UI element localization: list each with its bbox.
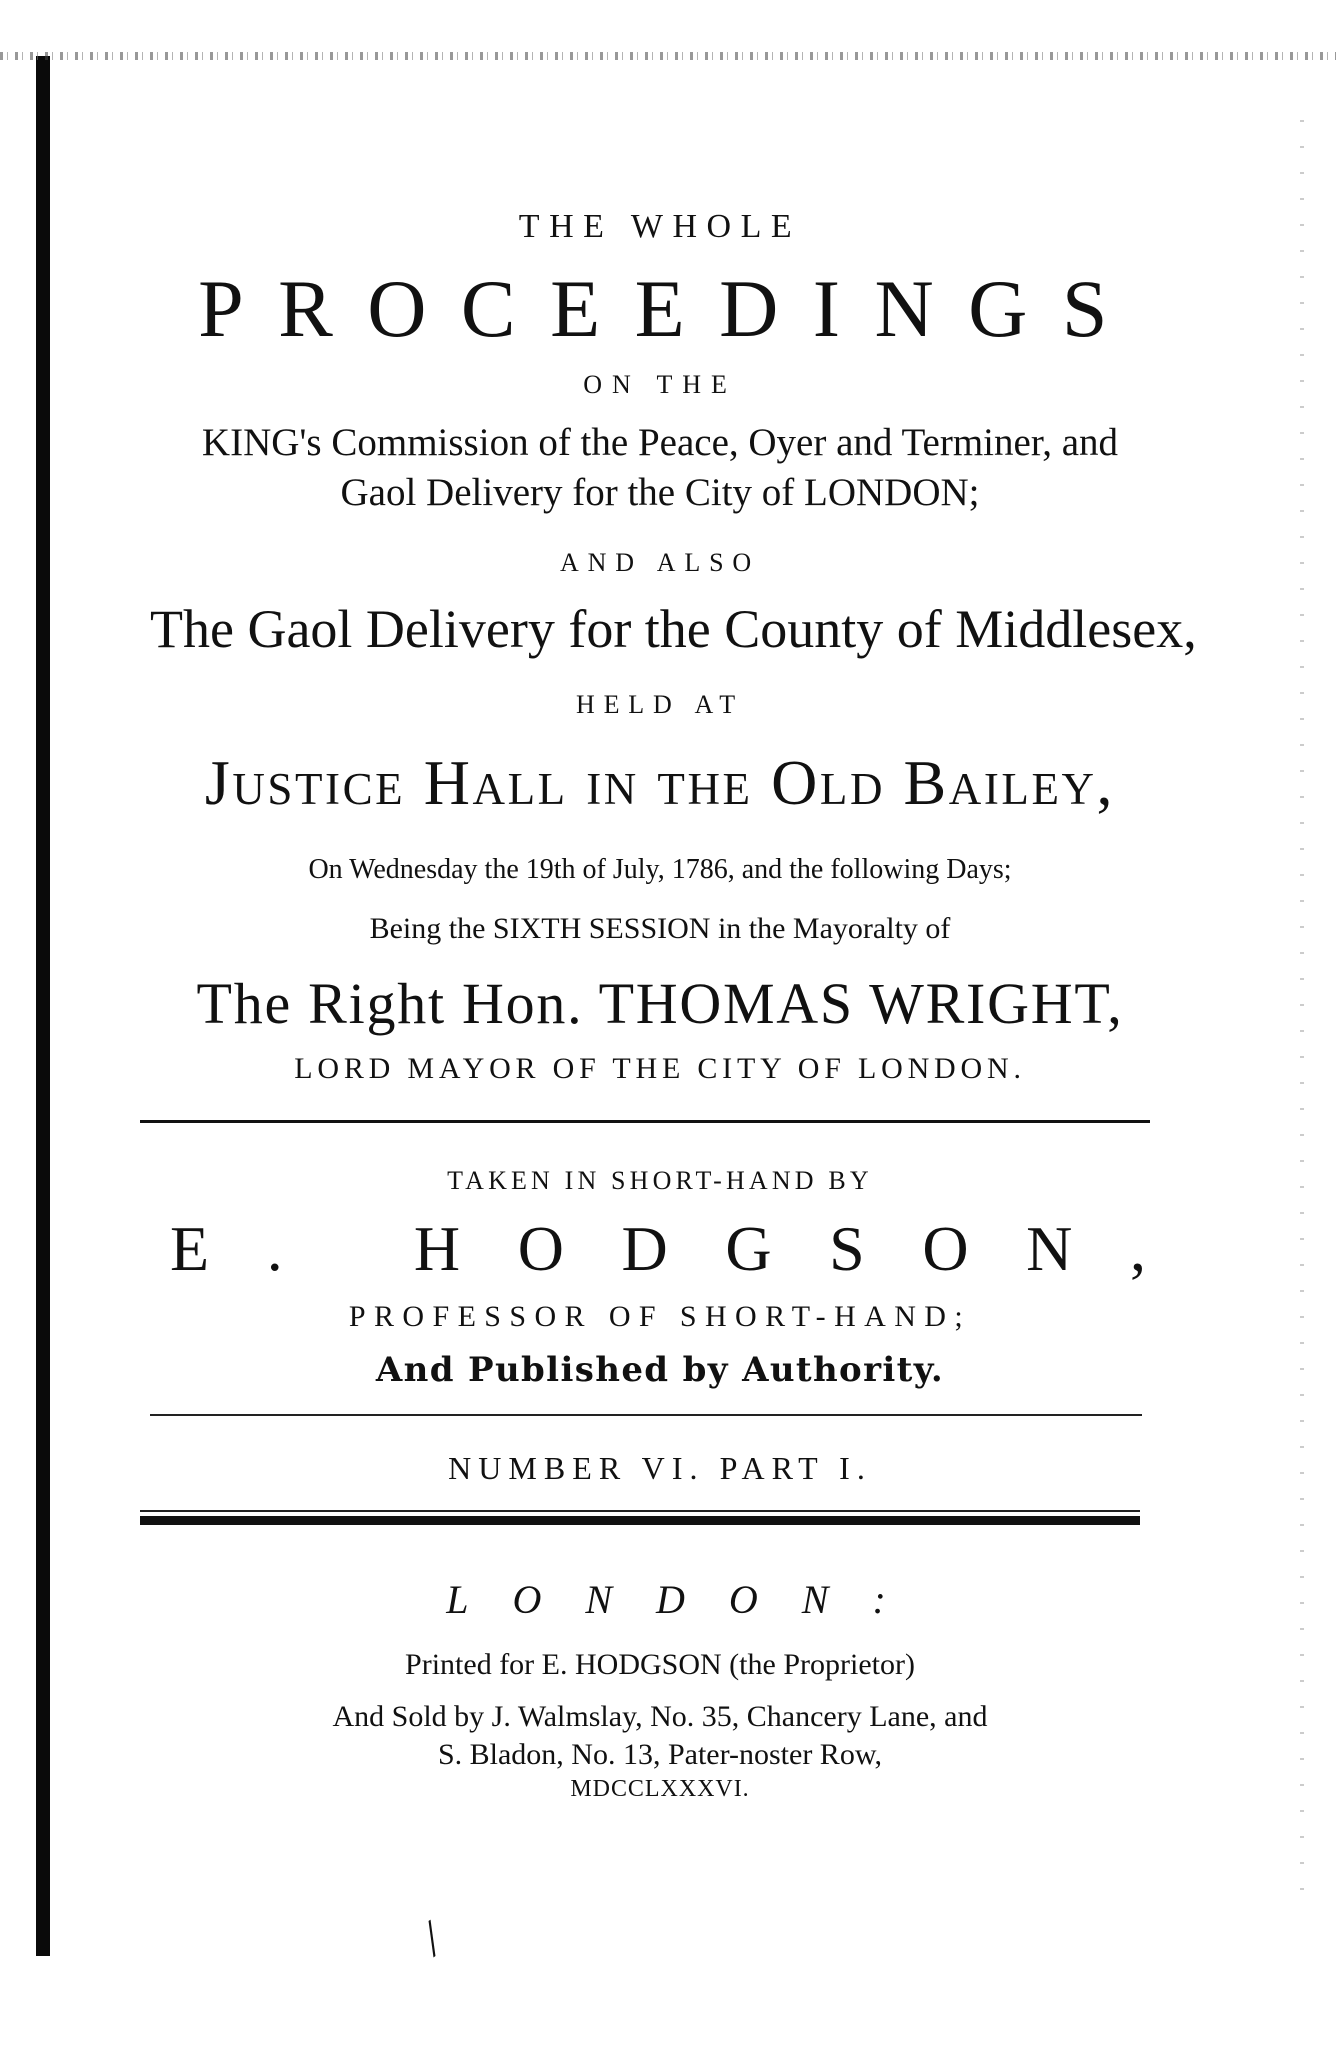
divider-rule-3 <box>140 1510 1140 1512</box>
text-and-also: AND ALSO <box>559 548 760 577</box>
text-sixth-session: Being the SIXTH SESSION in the Mayoralty of <box>369 912 951 945</box>
text-lord-mayor: LORD MAYOR OF THE CITY OF LONDON. <box>294 1052 1026 1085</box>
text-right-hon-thomas-wright: The Right Hon. THOMAS WRIGHT, <box>196 971 1124 1036</box>
text-commission-line-1: KING's Commission of the Peace, Oyer and Terminer, and <box>201 421 1119 464</box>
ink-mark: ╱ <box>416 1921 449 1957</box>
text-on-the: ON THE <box>583 370 737 399</box>
divider-rule-heavy <box>140 1516 1140 1525</box>
divider-rule-2 <box>150 1414 1142 1416</box>
page-right-edge <box>1300 120 1304 1900</box>
text-commission-line-2: Gaol Delivery for the City of LONDON; <box>340 471 980 514</box>
heading-the-whole: THE WHOLE <box>518 208 802 245</box>
heading-proceedings: PROCEEDINGS <box>198 263 1142 354</box>
text-published-by-authority: And Published by Authority. <box>375 1350 945 1390</box>
text-gaol-delivery-middlesex: The Gaol Delivery for the County of Middlesex, <box>150 599 1197 659</box>
text-taken-in-short-hand: TAKEN IN SHORT-HAND BY <box>447 1166 873 1195</box>
text-professor-of-short-hand: PROFESSOR OF SHORT-HAND; <box>348 1300 972 1333</box>
text-year-roman: MDCCLXXXVI. <box>570 1776 750 1802</box>
text-london-imprint: LONDON: <box>446 1577 930 1622</box>
text-held-at: HELD AT <box>575 690 745 719</box>
text-session-date: On Wednesday the 19th of July, 1786, and the following Days; <box>308 854 1012 885</box>
text-printed-for: Printed for E. HODGSON (the Proprietor) <box>405 1648 915 1681</box>
divider-rule-1 <box>140 1120 1150 1123</box>
text-justice-hall-old-bailey: Justice Hall in the Old Bailey, <box>204 747 1116 818</box>
text-hodgson: E. HODGSON, <box>170 1213 1204 1284</box>
text-number-part: NUMBER VI. PART I. <box>448 1450 872 1486</box>
text-sold-by-line-1: And Sold by J. Walmslay, No. 35, Chancery Lane, and <box>332 1700 988 1733</box>
binding-shadow <box>36 56 50 1956</box>
page-top-edge <box>0 52 1336 60</box>
text-sold-by-line-2: S. Bladon, No. 13, Pater-noster Row, <box>437 1738 883 1771</box>
